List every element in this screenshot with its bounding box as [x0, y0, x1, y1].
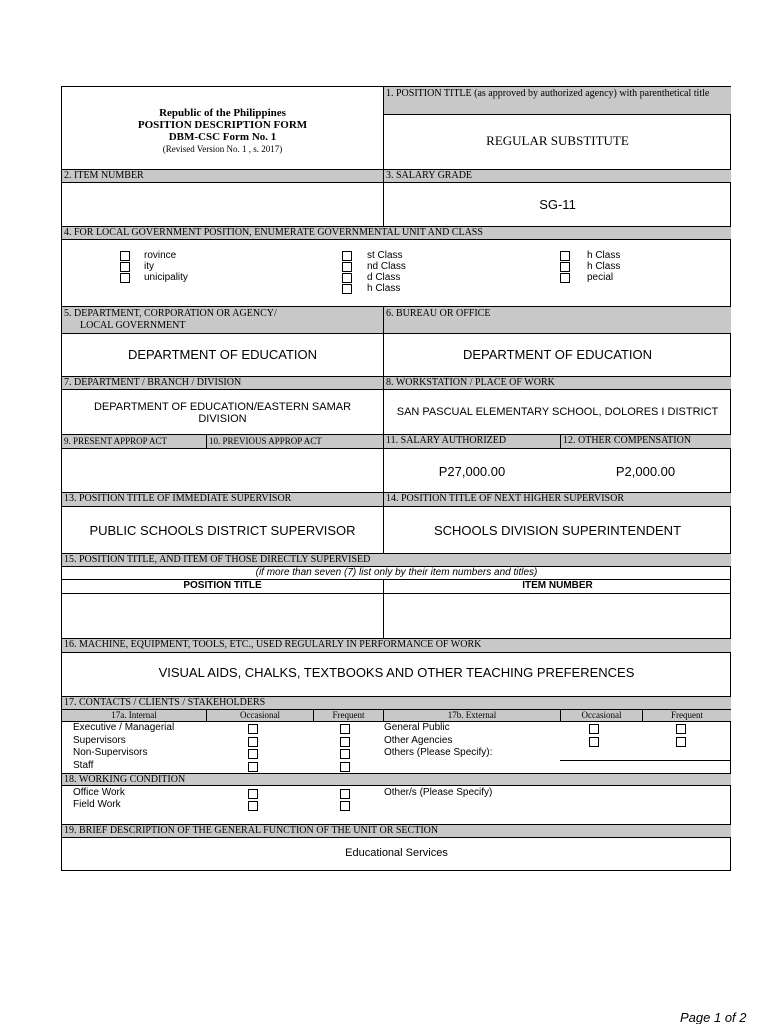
- lgu-col2-item: st Class: [367, 250, 403, 261]
- lgu-col3-item: h Class: [587, 261, 621, 272]
- internal-frequent-checkbox[interactable]: [340, 724, 350, 734]
- lgu-label: 4. FOR LOCAL GOVERNMENT POSITION, ENUMERATE GOVERNMENTAL UNIT AND CLASS: [62, 226, 731, 240]
- external-frequent-checkbox[interactable]: [676, 724, 686, 734]
- division-value-line2: DIVISION: [198, 413, 247, 425]
- equipment-label: 16. MACHINE, EQUIPMENT, TOOLS, ETC., USED REGULARLY IN PERFORMANCE OF WORK: [62, 638, 731, 653]
- position-title-label: 1. POSITION TITLE (as approved by authorized agency) with parenthetical title: [384, 87, 731, 115]
- external-frequent-checkbox[interactable]: [676, 737, 686, 747]
- equipment-value[interactable]: VISUAL AIDS, CHALKS, TEXTBOOKS AND OTHER TEACHING PREFERENCES: [158, 665, 635, 680]
- external-occasional-checkbox[interactable]: [589, 737, 599, 747]
- internal-item: Executive / Managerial: [73, 722, 175, 733]
- contacts-label: 17. CONTACTS / CLIENTS / STAKEHOLDERS: [62, 696, 731, 710]
- office-work-frequent-checkbox[interactable]: [340, 789, 350, 799]
- higher-supervisor-value[interactable]: SCHOOLS DIVISION SUPERINTENDENT: [433, 523, 682, 538]
- internal-item: Staff: [73, 760, 94, 771]
- workstation-value[interactable]: SAN PASCUAL ELEMENTARY SCHOOL, DOLORES I DISTRICT: [396, 406, 719, 418]
- internal-frequent-checkbox[interactable]: [340, 762, 350, 772]
- internal-occasional-checkbox[interactable]: [248, 724, 258, 734]
- internal-header: 17a. Internal: [111, 710, 157, 720]
- lgu-col3-item: pecial: [587, 272, 614, 283]
- province-checkbox[interactable]: [120, 251, 130, 261]
- internal-occasional-checkbox[interactable]: [248, 749, 258, 759]
- higher-supervisor-label: 14. POSITION TITLE OF NEXT HIGHER SUPERVISOR: [383, 492, 731, 507]
- field-work-occasional-checkbox[interactable]: [248, 801, 258, 811]
- field-work-frequent-checkbox[interactable]: [340, 801, 350, 811]
- lgu-col2-item: d Class: [367, 272, 401, 283]
- internal-item: Supervisors: [73, 735, 126, 746]
- special-checkbox[interactable]: [560, 273, 570, 283]
- page-number: Page 1 of 2: [680, 1010, 747, 1024]
- form-header: [62, 107, 383, 155]
- present-approp-label: 9. PRESENT APPROP ACT: [62, 434, 206, 449]
- department-value[interactable]: DEPARTMENT OF EDUCATION: [128, 347, 317, 362]
- lgu-col2-item: nd Class: [367, 261, 406, 272]
- bureau-value[interactable]: DEPARTMENT OF EDUCATION: [463, 347, 652, 362]
- lgu-col1-item: ity: [144, 261, 154, 272]
- internal-frequent-checkbox[interactable]: [340, 749, 350, 759]
- internal-occasional-checkbox[interactable]: [248, 762, 258, 772]
- supervised-label: 15. POSITION TITLE, AND ITEM OF THOSE DIRECTLY SUPERVISED: [62, 553, 731, 567]
- supervised-note: (if more than seven (7) list only by their item numbers and titles): [255, 567, 538, 578]
- external-occasional-checkbox[interactable]: [589, 724, 599, 734]
- salary-grade-label: 3. SALARY GRADE: [383, 169, 731, 183]
- other-compensation-label: 12. OTHER COMPENSATION: [560, 434, 731, 449]
- function-value[interactable]: Educational Services: [345, 847, 448, 859]
- supervised-col-position-title: POSITION TITLE: [183, 580, 262, 591]
- external-header: 17b. External: [383, 710, 560, 721]
- city-checkbox[interactable]: [120, 262, 130, 272]
- internal-frequent-header: Frequent: [313, 710, 383, 721]
- previous-approp-label: 10. PREVIOUS APPROP ACT: [206, 434, 383, 449]
- external-frequent-header: Frequent: [642, 710, 731, 721]
- division-value[interactable]: [62, 401, 383, 425]
- internal-item: Non-Supervisors: [73, 747, 148, 758]
- form-revision: (Revised Version No. 1 , s. 2017): [162, 144, 283, 154]
- other-compensation-value[interactable]: P2,000.00: [615, 464, 676, 479]
- class-checkbox[interactable]: [560, 262, 570, 272]
- division-label: 7. DEPARTMENT / BRANCH / DIVISION: [62, 376, 383, 390]
- municipality-checkbox[interactable]: [120, 273, 130, 283]
- supervised-col-item-number: ITEM NUMBER: [522, 580, 593, 591]
- function-label: 19. BRIEF DESCRIPTION OF THE GENERAL FUNCTION OF THE UNIT OR SECTION: [62, 824, 731, 838]
- class-checkbox[interactable]: [342, 273, 352, 283]
- class-checkbox[interactable]: [342, 262, 352, 272]
- contacts-subheader: [62, 710, 731, 722]
- department-label-line1: 5. DEPARTMENT, CORPORATION OR AGENCY/: [64, 308, 277, 319]
- department-label-line2: LOCAL GOVERNMENT: [80, 320, 186, 331]
- department-label: [62, 306, 383, 334]
- salary-authorized-value[interactable]: P27,000.00: [438, 464, 506, 479]
- external-occasional-header: Occasional: [560, 710, 642, 721]
- external-item: Other Agencies: [384, 735, 453, 746]
- working-condition-item: Office Work: [73, 787, 125, 798]
- immediate-supervisor-label: 13. POSITION TITLE OF IMMEDIATE SUPERVISOR: [62, 492, 383, 507]
- position-title-value[interactable]: REGULAR SUBSTITUTE: [486, 133, 629, 148]
- external-item: Others (Please Specify):: [384, 747, 493, 758]
- class-checkbox[interactable]: [560, 251, 570, 261]
- lgu-col1-item: unicipality: [144, 272, 188, 283]
- internal-occasional-checkbox[interactable]: [248, 737, 258, 747]
- working-condition-other: Other/s (Please Specify): [384, 787, 493, 798]
- form-name: POSITION DESCRIPTION FORM: [137, 119, 308, 131]
- position-description-form: [61, 86, 731, 871]
- workstation-label: 8. WORKSTATION / PLACE OF WORK: [383, 376, 731, 390]
- internal-occasional-header: Occasional: [206, 710, 313, 721]
- class-checkbox[interactable]: [342, 284, 352, 294]
- working-condition-item: Field Work: [73, 799, 121, 810]
- lgu-col1-item: rovince: [144, 250, 177, 261]
- bureau-label: 6. BUREAU OR OFFICE: [383, 306, 731, 334]
- others-specify-line[interactable]: [560, 760, 731, 761]
- class-checkbox[interactable]: [342, 251, 352, 261]
- lgu-col3-item: h Class: [587, 250, 621, 261]
- republic-text: Republic of the Philippines: [159, 107, 286, 119]
- working-condition-label: 18. WORKING CONDITION: [62, 773, 731, 786]
- division-value-line1: DEPARTMENT OF EDUCATION/EASTERN SAMAR: [93, 401, 352, 413]
- salary-authorized-label: 11. SALARY AUTHORIZED: [383, 434, 560, 449]
- lgu-col2-item: h Class: [367, 283, 401, 294]
- item-number-label: 2. ITEM NUMBER: [62, 169, 383, 183]
- office-work-occasional-checkbox[interactable]: [248, 789, 258, 799]
- internal-frequent-checkbox[interactable]: [340, 737, 350, 747]
- external-item: General Public: [384, 722, 450, 733]
- salary-grade-value[interactable]: SG-11: [539, 197, 576, 212]
- form-number: DBM-CSC Form No. 1: [168, 131, 277, 143]
- immediate-supervisor-value[interactable]: PUBLIC SCHOOLS DISTRICT SUPERVISOR: [89, 523, 356, 538]
